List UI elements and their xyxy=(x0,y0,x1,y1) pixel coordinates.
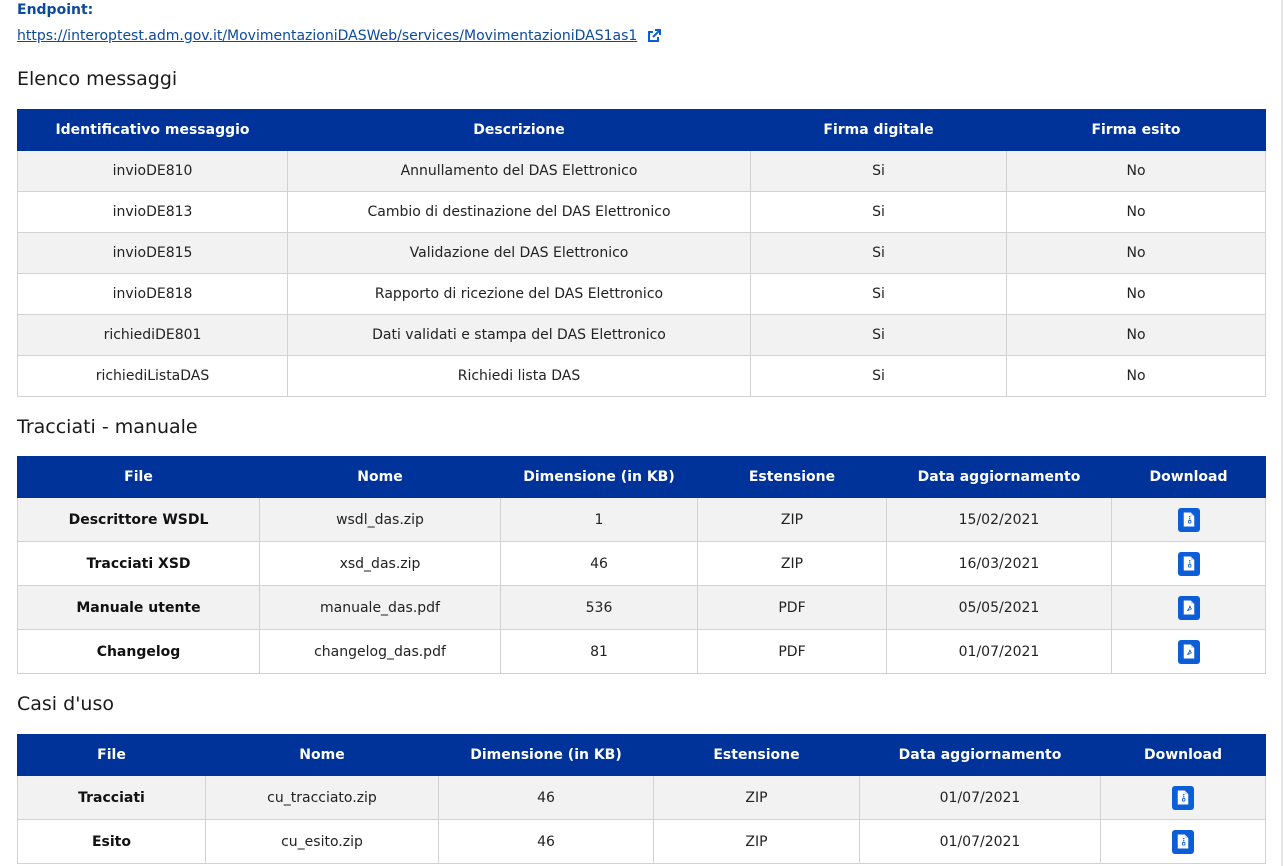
zip-file-icon xyxy=(1176,833,1190,850)
casi-header-2: Dimensione (in KB) xyxy=(439,735,654,776)
tracciati-cell-4: 15/02/2021 xyxy=(887,498,1112,542)
messaggi-cell-1: Richiedi lista DAS xyxy=(288,356,751,397)
section-title-tracciati: Tracciati - manuale xyxy=(17,416,198,438)
messaggi-cell-1: Validazione del DAS Elettronico xyxy=(288,233,751,274)
casi-cell-1: cu_tracciato.zip xyxy=(206,776,439,820)
tracciati-cell-2: 1 xyxy=(501,498,698,542)
table-row xyxy=(18,776,1266,820)
messaggi-cell-2: Si xyxy=(751,233,1007,274)
tracciati-cell-0: Changelog xyxy=(18,630,260,674)
tracciati-header-0: File xyxy=(18,457,260,498)
table-row xyxy=(18,630,1266,674)
tracciati-cell-0: Descrittore WSDL xyxy=(18,498,260,542)
messaggi-header-1: Descrizione xyxy=(288,110,751,151)
messaggi-cell-1: Annullamento del DAS Elettronico xyxy=(288,151,751,192)
messaggi-cell-3: No xyxy=(1007,151,1266,192)
messaggi-cell-1: Cambio di destinazione del DAS Elettronico xyxy=(288,192,751,233)
messaggi-header-2: Firma digitale xyxy=(751,110,1007,151)
table-row xyxy=(18,586,1266,630)
pdf-file-icon xyxy=(1182,599,1196,616)
table-row xyxy=(18,233,1266,274)
messaggi-cell-0: invioDE818 xyxy=(18,274,288,315)
table-row xyxy=(18,820,1266,864)
external-link-icon[interactable] xyxy=(646,28,662,44)
tracciati-download-cell xyxy=(1112,542,1266,586)
casi-cell-2: 46 xyxy=(439,820,654,864)
tracciati-cell-3: PDF xyxy=(698,586,887,630)
tracciati-cell-3: PDF xyxy=(698,630,887,674)
endpoint-label: Endpoint: xyxy=(17,2,94,18)
section-title-casi: Casi d'uso xyxy=(17,693,114,715)
casi-header-3: Estensione xyxy=(654,735,860,776)
tracciati-download-cell xyxy=(1112,630,1266,674)
tracciati-cell-0: Tracciati XSD xyxy=(18,542,260,586)
casi-download-cell xyxy=(1101,820,1266,864)
tracciati-header-3: Estensione xyxy=(698,457,887,498)
download-button[interactable] xyxy=(1172,830,1194,854)
messaggi-cell-2: Si xyxy=(751,192,1007,233)
casi-cell-4: 01/07/2021 xyxy=(860,776,1101,820)
casi-cell-3: ZIP xyxy=(654,820,860,864)
tracciati-cell-2: 46 xyxy=(501,542,698,586)
messaggi-cell-1: Rapporto di ricezione del DAS Elettronico xyxy=(288,274,751,315)
messaggi-cell-3: No xyxy=(1007,315,1266,356)
messaggi-cell-2: Si xyxy=(751,274,1007,315)
tracciati-cell-4: 01/07/2021 xyxy=(887,630,1112,674)
table-row xyxy=(18,315,1266,356)
messaggi-cell-3: No xyxy=(1007,274,1266,315)
endpoint-link[interactable]: https://interoptest.adm.gov.it/MovimentazioniDASWeb/services/MovimentazioniDAS1as1 xyxy=(17,28,638,44)
tracciati-cell-2: 81 xyxy=(501,630,698,674)
download-button[interactable] xyxy=(1172,786,1194,810)
tracciati-cell-1: wsdl_das.zip xyxy=(260,498,501,542)
casi-header-1: Nome xyxy=(206,735,439,776)
tracciati-cell-3: ZIP xyxy=(698,498,887,542)
messaggi-cell-0: richiediListaDAS xyxy=(18,356,288,397)
messaggi-cell-0: invioDE810 xyxy=(18,151,288,192)
messaggi-cell-2: Si xyxy=(751,315,1007,356)
casi-cell-2: 46 xyxy=(439,776,654,820)
casi-cell-3: ZIP xyxy=(654,776,860,820)
messaggi-cell-3: No xyxy=(1007,356,1266,397)
messaggi-cell-3: No xyxy=(1007,233,1266,274)
table-casi xyxy=(17,734,1266,864)
table-row xyxy=(18,192,1266,233)
pdf-file-icon xyxy=(1182,643,1196,660)
section-title-messaggi: Elenco messaggi xyxy=(17,68,178,90)
tracciati-cell-2: 536 xyxy=(501,586,698,630)
casi-cell-0: Esito xyxy=(18,820,206,864)
tracciati-cell-1: changelog_das.pdf xyxy=(260,630,501,674)
casi-cell-4: 01/07/2021 xyxy=(860,820,1101,864)
casi-header-0: File xyxy=(18,735,206,776)
messaggi-cell-0: invioDE815 xyxy=(18,233,288,274)
zip-file-icon xyxy=(1176,789,1190,806)
tracciati-cell-3: ZIP xyxy=(698,542,887,586)
download-button[interactable] xyxy=(1178,508,1200,532)
tracciati-cell-1: manuale_das.pdf xyxy=(260,586,501,630)
tracciati-cell-4: 16/03/2021 xyxy=(887,542,1112,586)
messaggi-cell-0: richiediDE801 xyxy=(18,315,288,356)
table-row xyxy=(18,274,1266,315)
table-row xyxy=(18,356,1266,397)
casi-header-5: Download xyxy=(1101,735,1266,776)
casi-download-cell xyxy=(1101,776,1266,820)
table-row xyxy=(18,542,1266,586)
casi-cell-0: Tracciati xyxy=(18,776,206,820)
messaggi-cell-0: invioDE813 xyxy=(18,192,288,233)
messaggi-header-3: Firma esito xyxy=(1007,110,1266,151)
messaggi-cell-1: Dati validati e stampa del DAS Elettronico xyxy=(288,315,751,356)
casi-header-4: Data aggiornamento xyxy=(860,735,1101,776)
messaggi-cell-2: Si xyxy=(751,356,1007,397)
download-button[interactable] xyxy=(1178,596,1200,620)
tracciati-cell-1: xsd_das.zip xyxy=(260,542,501,586)
table-tracciati xyxy=(17,456,1266,674)
zip-file-icon xyxy=(1182,511,1196,528)
tracciati-header-1: Nome xyxy=(260,457,501,498)
table-messaggi xyxy=(17,109,1266,397)
zip-file-icon xyxy=(1182,555,1196,572)
tracciati-header-2: Dimensione (in KB) xyxy=(501,457,698,498)
tracciati-cell-4: 05/05/2021 xyxy=(887,586,1112,630)
casi-cell-1: cu_esito.zip xyxy=(206,820,439,864)
table-row xyxy=(18,151,1266,192)
tracciati-header-5: Download xyxy=(1112,457,1266,498)
tracciati-download-cell xyxy=(1112,586,1266,630)
download-button[interactable] xyxy=(1178,552,1200,576)
endpoint-row xyxy=(17,28,662,44)
download-button[interactable] xyxy=(1178,640,1200,664)
table-row xyxy=(18,498,1266,542)
messaggi-cell-3: No xyxy=(1007,192,1266,233)
tracciati-header-4: Data aggiornamento xyxy=(887,457,1112,498)
messaggi-header-0: Identificativo messaggio xyxy=(18,110,288,151)
messaggi-cell-2: Si xyxy=(751,151,1007,192)
tracciati-cell-0: Manuale utente xyxy=(18,586,260,630)
tracciati-download-cell xyxy=(1112,498,1266,542)
